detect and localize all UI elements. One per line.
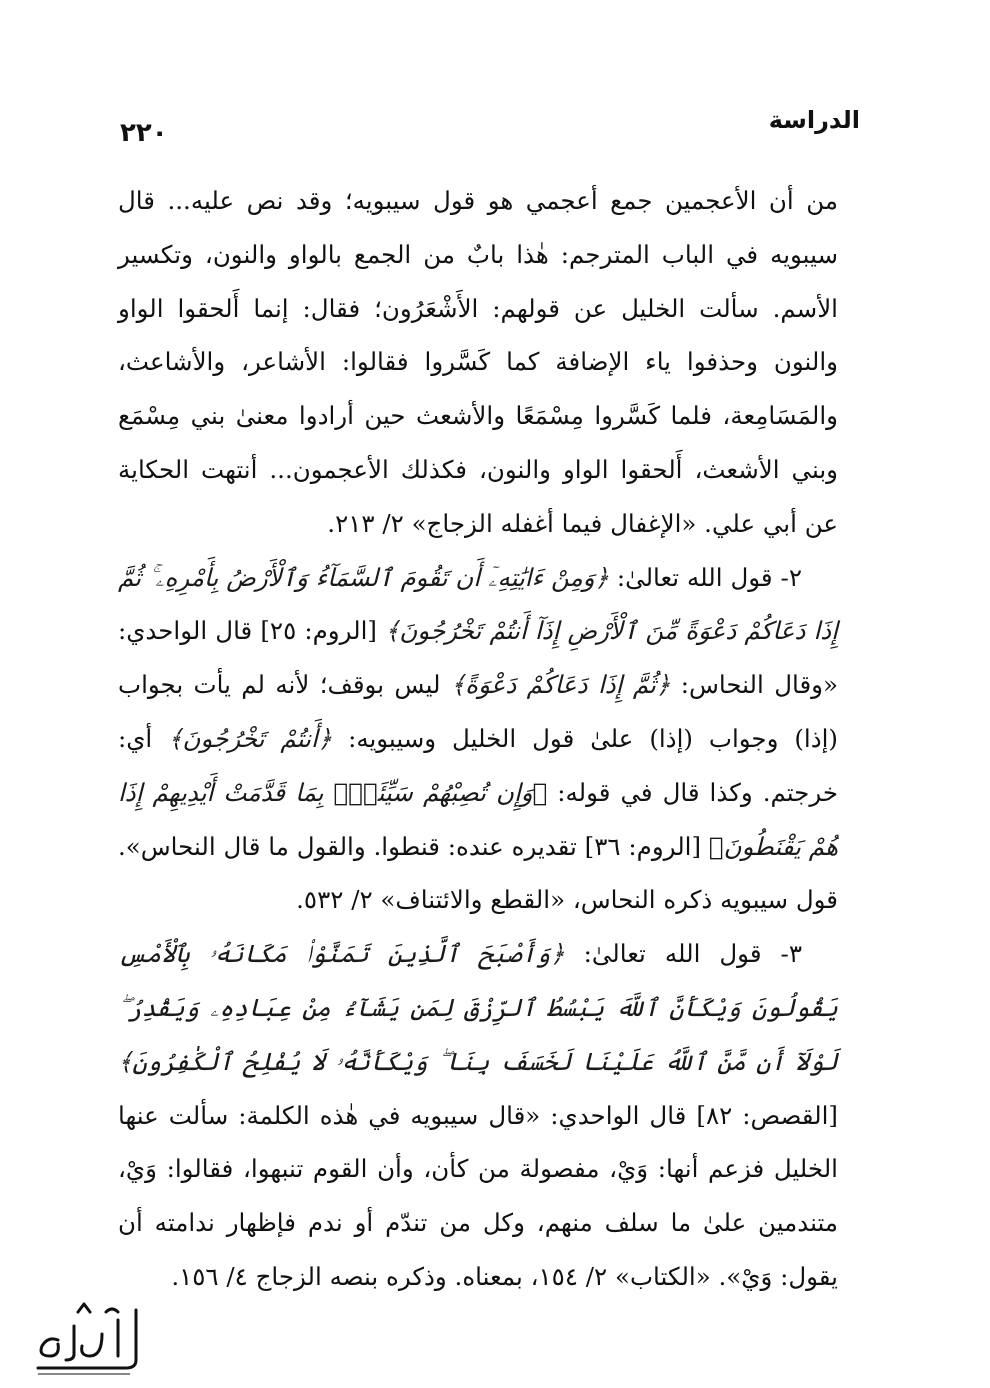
paragraph-text: [الروم: ٣٦] تقديره عنده: قنطوا. والقول ما قال النحاس». قول سيبويه ذكره النحاس، «القطع والائتناف» ٢/ ٥٣٢.: [118, 831, 838, 915]
quran-verse: ﴿ثُمَّ إِذَا دَعَاكُمْ دَعْوَةً﴾: [450, 670, 671, 700]
paragraph-text: أي: خرجتم. وكذا قال في قوله:: [118, 723, 838, 807]
running-title: الدراسة: [768, 106, 860, 134]
quran-verse: ﴿وَمِنْ ءَايَٰتِهِۦٓ أَن تَقُومَ ٱلسَّمَآءُ وَٱلْأَرْضُ بِأَمْرِهِۦ ۚ ثُمَّ إِذَا دَعَاكُمْ دَعْوَةً مِّنَ ٱلْأَرْضِ إِذَآ أَنتُمْ تَخْرُجُونَ﴾: [118, 562, 838, 646]
body-text: [118, 174, 838, 1304]
paragraph-text: من أن الأعجمين جمع أعجمي هو قول سيبويه؛ وقد نص عليه... قال سيبويه في الباب المترجم: هٰذا بابٌ من الجمع بالواو والنون، وتكسير الأسم. سألت الخليل عن قولهم: الأَشْعَرُون؛ فقال: إنما أَلحقوا الواو والنون وحذفوا ياء الإضافة كما كَسَّروا فقالوا: الأشاعر، والأشاعث، والمَسَامِعة، فلما كَسَّروا مِسْمَعًا والأشعث حين أرادوا معنىٰ بني مِسْمَع وبني الأشعث، أَلحقوا الواو والنون، فكذلك الأعجمون... أنتهت الحكاية عن أبي علي. «الإغفال فيما أغفله الزجاج» ٢/ ٢١٣.: [118, 186, 838, 538]
paragraph-text: ليس بوقف؛ لأنه لم يأت بجواب (إذا) وجواب (إذا) علىٰ قول الخليل وسيبويه:: [118, 670, 838, 753]
page-number: ٢٢٠: [120, 118, 168, 148]
paragraph-2: [118, 551, 838, 928]
running-header: [120, 98, 860, 148]
quran-verse: ﴿وَأَصْبَحَ ٱلَّذِينَ تَمَنَّوْا۟ مَكَانَهُۥ بِٱلْأَمْسِ يَقُولُونَ وَيْكَأَنَّ ٱللَّهَ يَبْسُطُ ٱلرِّزْقَ لِمَن يَشَآءُ مِنْ عِبَادِهِۦ وَيَقْدِرُ ۖ لَوْلَآ أَن مَّنَّ ٱللَّهُ عَلَيْنَا لَخَسَفَ بِنَا ۖ وَيْكَأَنَّهُۥ لَا يُفْلِحُ ٱلْكَٰفِرُونَ﴾: [118, 939, 838, 1076]
quran-verse: ﴿أَنتُمْ تَخْرُجُونَ﴾: [168, 723, 333, 753]
paragraph-1: [118, 174, 838, 551]
paragraph-text: [القصص: ٨٢] قال الواحدي: «قال سيبويه في هٰذه الكلمة: سألت عنها الخليل فزعم أنها: وَيْ، مفصولة من كأن، وأن القوم تنبهوا، فقالوا: وَيْ، متندمين علىٰ ما سلف منهم، وكل من تندّم أو ندم فإظهار ندامته أن يقول: وَيْ». «الكتاب» ٢/ ١٥٤، بمعناه. وذكره بنصه الزجاج ٤/ ١٥٦.: [118, 1100, 838, 1291]
paragraph-text: [الروم: ٢٥] قال الواحدي: «وقال النحاس:: [118, 616, 838, 700]
quran-verse: ﴿وَإِن تُصِبْهُمْ سَيِّئَةٌۢ بِمَا قَدَّمَتْ أَيْدِيهِمْ إِذَا هُمْ يَقْنَطُونَ﴾: [118, 777, 838, 861]
publisher-logo: [18, 1290, 148, 1380]
paragraph-text: ٢- قول الله تعالىٰ:: [608, 562, 802, 592]
paragraph-3: [118, 927, 838, 1304]
paragraph-text: ٣- قول الله تعالىٰ:: [564, 939, 802, 969]
